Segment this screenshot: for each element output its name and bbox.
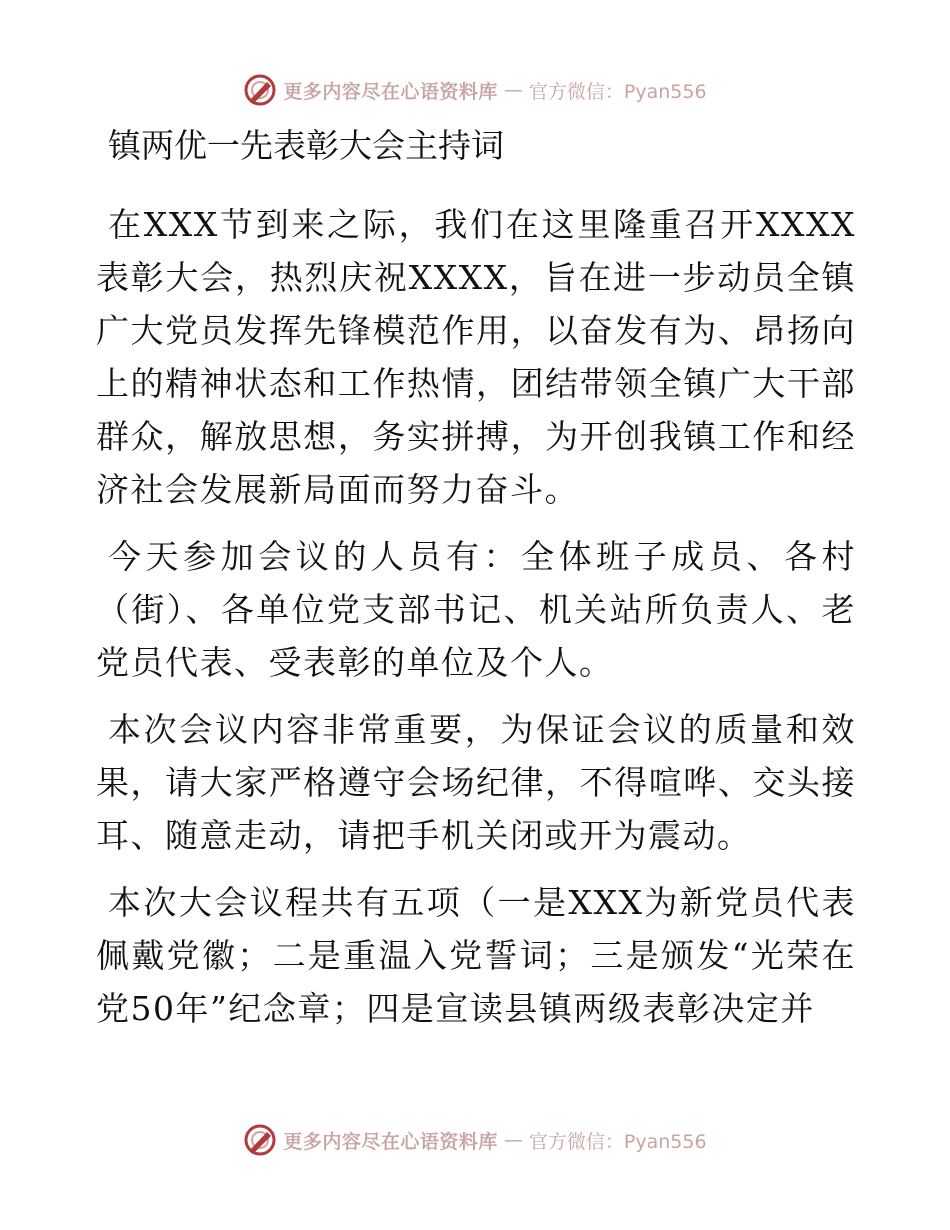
watermark-separator: — — [503, 79, 523, 101]
document-body — [96, 120, 856, 1049]
paragraph-4: 本次大会议程共有五项（一是XXX为新党员代表佩戴党徽；二是重温入党誓词；三是颁发“光荣在党50年”纪念章；四是宣读县镇两级表彰决定并 — [96, 883, 856, 1028]
watermark-text: 更多内容尽在心语资料库 — [283, 1130, 498, 1153]
paragraph-2: 今天参加会议的人员有：全体班子成员、各村（街）、各单位党支部书记、机关站所负责人、老党员代表、受表彰的单位及个人。 — [96, 537, 856, 682]
header-watermark — [0, 70, 950, 110]
watermark-separator: — — [503, 1129, 523, 1151]
watermark-text: 更多内容尽在心语资料库 — [283, 80, 498, 103]
pen-logo-icon — [243, 1123, 277, 1157]
document-title: 镇两优一先表彰大会主持词 — [108, 126, 504, 165]
pen-logo-icon — [243, 73, 277, 107]
footer-watermark — [0, 1120, 950, 1160]
paragraph-3: 本次会议内容非常重要，为保证会议的质量和效果，请大家严格遵守会场纪律，不得喧哗、交头接耳、随意走动，请把手机关闭或开为震动。 — [96, 710, 856, 855]
watermark-wechat: 官方微信：Pyan556 — [528, 1130, 707, 1153]
watermark-wechat: 官方微信：Pyan556 — [528, 80, 707, 103]
paragraph-1: 在XXX节到来之际，我们在这里隆重召开XXXX表彰大会，热烈庆祝XXXX，旨在进一步动员全镇广大党员发挥先锋模范作用，以奋发有为、昂扬向上的精神状态和工作热情，团结带领全镇广大干部群众，解放思想，务实拼搏，为开创我镇工作和经济社会发展新局面而努力奋斗。 — [96, 205, 856, 509]
